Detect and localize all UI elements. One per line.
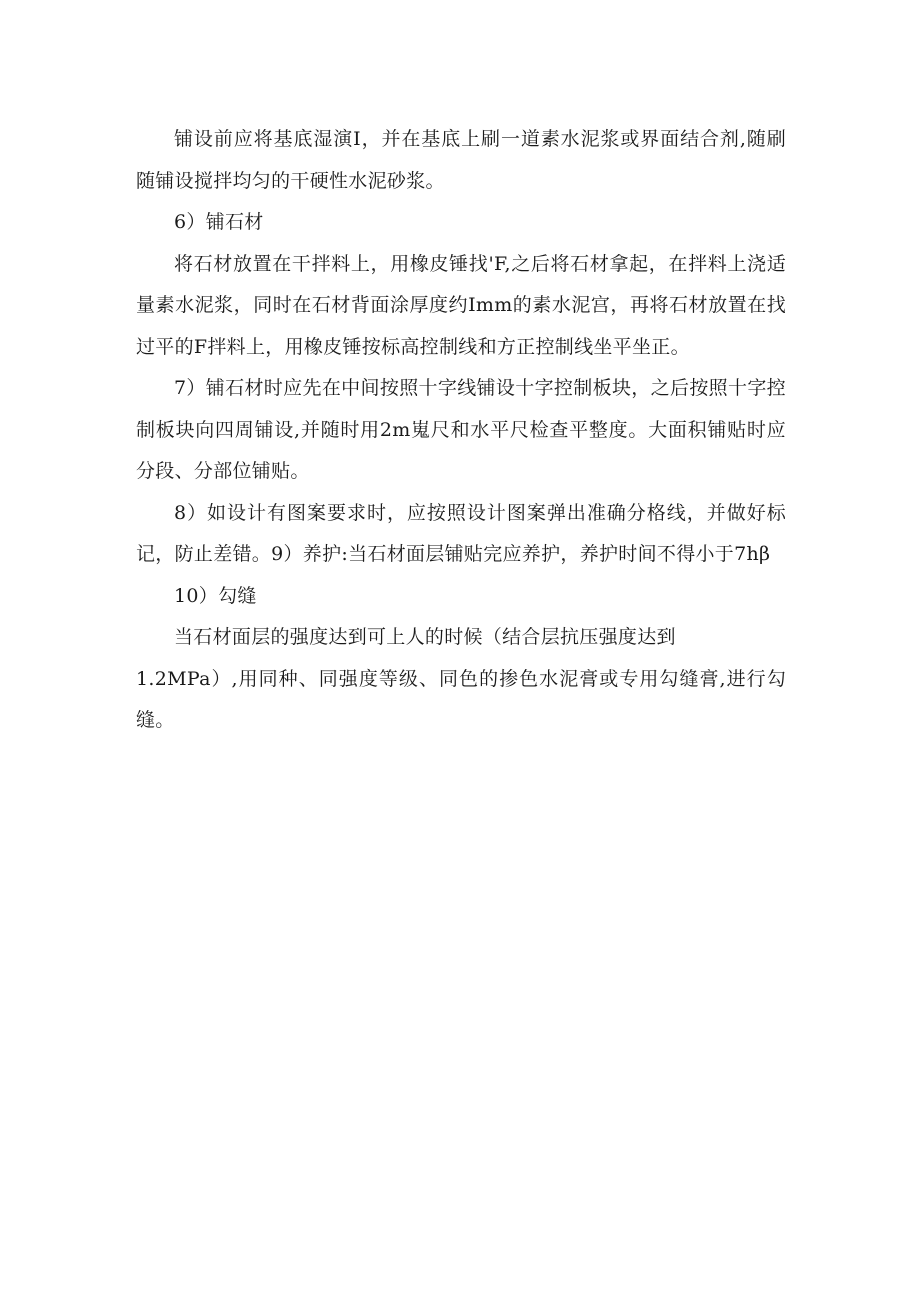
paragraph-stone-placement: 将石材放置在干拌料上，用橡皮锤找'F,之后将石材拿起，在拌料上浇适量素水泥浆，同时在石材背面涂厚度约Imm的素水泥宫，再将石材放置在找过平的F拌料上，用橡皮锤按标高控制线和方正控制线坐平坐正。 <box>136 252 786 358</box>
paragraph-cross-control: 7）铺石材时应先在中间按照十字线铺设十字控制板块，之后按照十字控制板块向四周铺设,并随时用2m嵬尺和水平尺检查平整度。大面积铺贴时应分段、分部位铺贴。 <box>136 377 786 482</box>
heading-lay-stone: 6）铺石材 <box>174 211 264 233</box>
paragraph-base-prep: 铺设前应将基底湿演I，并在基底上刷一道素水泥浆或界面结合剂,随刷随铺设搅拌均匀的干硬性水泥砂浆。 <box>136 128 786 192</box>
heading-grouting: 10）勾缝 <box>174 584 257 607</box>
paragraph-pattern-curing: 8）如设计有图案要求时，应按照设计图案弹出准确分格线，并做好标记，防止差错。9）养护:当石材面层铺贴完应养护，养护时间不得小于7hβ <box>136 501 786 565</box>
paragraph-grouting-condition: 当石材面层的强度达到可上人的时候（结合层抗压强度达到 <box>174 626 676 648</box>
paragraph-grouting-method: 1.2MPa）,用同种、同强度等级、同色的掺色水泥膏或专用勾缝膏,进行勾缝。 <box>136 667 786 731</box>
document-page <box>136 119 786 742</box>
